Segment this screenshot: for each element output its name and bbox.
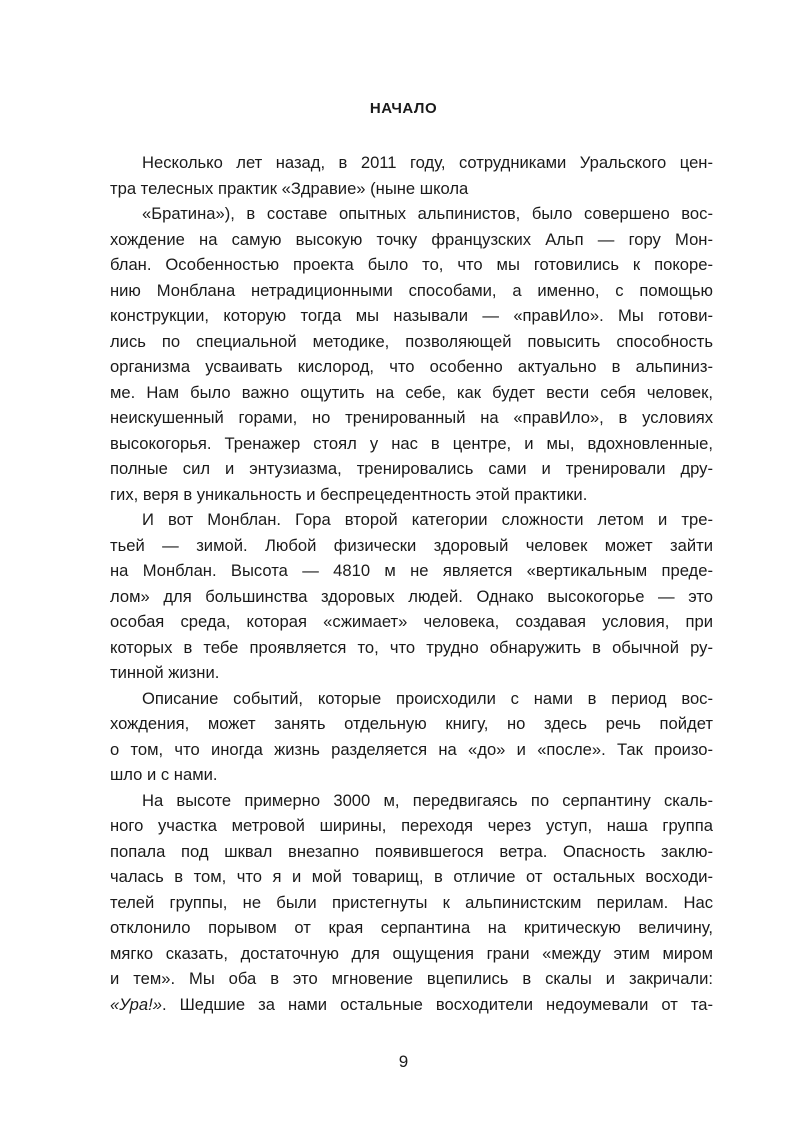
text-line: тьей — зимой. Любой физически здоровый человек может зайти <box>110 535 713 555</box>
text-line: попала под шквал внезапно появившегося ветра. Опасность заклю- <box>110 841 713 861</box>
text-line: высокогорья. Тренажер стоял у нас в центре, и мы, вдохновленные, <box>110 433 713 453</box>
text-line: отклонило порывом от края серпантина на критическую величину, <box>110 918 713 937</box>
text-line: И вот Монблан. Гора второй категории сложности летом и тре- <box>142 510 713 529</box>
chapter-title: НАЧАЛО <box>369 100 438 117</box>
text-line: ного участка метровой ширины, переходя через уступ, наша группа <box>110 816 713 835</box>
text-line: и тем». Мы оба в это мгновение вцепились в скалы и закричали: <box>110 969 713 988</box>
text-line: неискушенный горами, но тренированный на «правИло», в условиях <box>110 408 713 427</box>
text-line: блан. Особенностью проекта было то, что мы готовились к покоре- <box>110 255 713 274</box>
text-line: лись по специальной методике, позволяющей повысить способность <box>110 331 713 351</box>
text-line: чалась в том, что я и мой товарищ, в отличие от остальных восходи- <box>110 867 713 886</box>
text-line: хождения, может занять отдельную книгу, но здесь речь пойдет <box>110 714 713 733</box>
text-line: «Братина»), в составе опытных альпинистов, было совершено вос- <box>142 204 713 223</box>
text-line: особая среда, которая «сжимает» человека, создавая условия, при <box>110 612 713 631</box>
text-line: тра телесных практик «Здравие» (ныне школа <box>110 178 469 198</box>
text-line: организма усваивать кислород, что особенно актуально в альпиниз- <box>110 357 713 376</box>
text-line: На высоте примерно 3000 м, передвигаясь по серпантину скаль- <box>142 790 713 810</box>
text-line <box>110 992 713 1018</box>
text-line: нию Монблана нетрадиционными способами, а именно, с помощью <box>110 280 713 300</box>
text-line-rest: . Шедшие за нами остальные восходители недоумевали от та- <box>161 994 713 1014</box>
text-line: гих, веря в уникальность и беспрецедентность этой практики. <box>110 484 588 504</box>
text-line: Несколько лет назад, в 2011 году, сотрудниками Уральского цен- <box>142 153 713 172</box>
text-line: о том, что иногда жизнь разделяется на «до» и «после». Так произо- <box>110 739 713 759</box>
text-line: полные сил и энтузиазма, тренировались сами и тренировали дру- <box>110 459 713 478</box>
text-line: хождение на самую высокую точку французских Альп — гору Мон- <box>110 229 713 249</box>
text-line: ме. Нам было важно ощутить на себе, как будет вести себя человек, <box>110 382 713 402</box>
text-line: Описание событий, которые происходили с нами в период вос- <box>142 688 713 708</box>
text-line: тинной жизни. <box>110 663 220 682</box>
text-line: шло и с нами. <box>110 765 218 784</box>
page-number: 9 <box>398 1052 409 1071</box>
text-line: которых в тебе проявляется то, что трудно обнаружить в обычной ру- <box>110 637 713 657</box>
text-line: на Монблан. Высота — 4810 м не является «вертикальным преде- <box>110 561 713 580</box>
text-line: мягко сказать, достаточную для ощущения грани «между этим миром <box>110 943 713 963</box>
body-text <box>110 150 713 1017</box>
text-line: телей группы, не были пристегнуты к альпинистским перилам. Нас <box>110 892 713 912</box>
text-line: конструкции, которую тогда мы называли — «правИло». Мы готови- <box>110 306 713 325</box>
italic-exclamation: «Ура!» <box>110 994 162 1014</box>
text-line: лом» для большинства здоровых людей. Однако высокогорье — это <box>110 586 713 606</box>
